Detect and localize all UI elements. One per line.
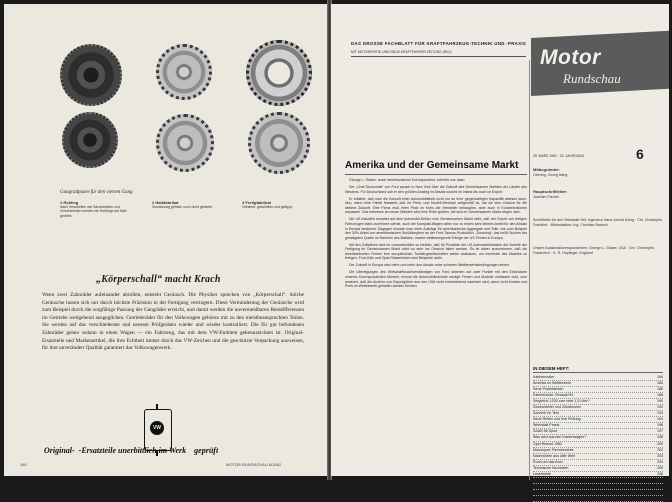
article-title: Amerika und der Gemeinsame Markt bbox=[345, 160, 519, 171]
masthead-title: Motor bbox=[540, 46, 601, 69]
issue-date: 25. MÄRZ 1962 · 33. JAHRGANG bbox=[533, 154, 585, 158]
article-paragraph: Der „Chef-Ökonomist“ von Ford sprach in New York über die Zukunft des Gemeinsamen Marktes der Länder des Westens. Für Deutschland sah er den größten Anstieg im Absatz sowohl im Inland als auch im Export. bbox=[345, 184, 527, 194]
staff-value: Joachim Fischer bbox=[533, 194, 560, 199]
list-item: Nachrichten aus aller Welt 203 bbox=[533, 454, 663, 460]
list-item: Mitteilungen des ADAC 208 bbox=[533, 484, 663, 490]
list-item: Größte Sachaufgaben für die europäischen Partner 212 bbox=[533, 496, 663, 502]
slogan-mid: -Ersatzteile unerbittlich im Werk bbox=[78, 446, 187, 455]
contents-heading: IN DIESEM HEFT: bbox=[533, 366, 663, 373]
caption-3: 3 Fertigfabrikat Gehärtet, geschliffen und geläppt. bbox=[242, 200, 293, 210]
editors-note: Schriftleiter für den Werkstatt-Teil: Ingenieur Hans-Arnold König · Chr. Christophe, Frankfurt · Bildredaktion: Ing. Christian Bartsch bbox=[533, 218, 664, 227]
list-item: Zubehör im Test 193 bbox=[533, 411, 663, 417]
list-item: Was wird aus den Kastenwagen? 198 bbox=[533, 435, 663, 441]
page-number-left: 180 bbox=[20, 462, 27, 467]
list-item: Rund um das Auto 204 bbox=[533, 460, 663, 466]
list-item: Kabinenroller 184 bbox=[533, 375, 663, 381]
badge-hanger bbox=[156, 404, 158, 410]
list-item: Zündverteiler und Zündkerzen 192 bbox=[533, 405, 663, 411]
slogan-right: geprüft bbox=[194, 446, 219, 455]
list-item: Aus der Wirtschaft 210 bbox=[533, 490, 663, 496]
correspondents: Unsere Auslandskorrespondenten: George L. Glaser, USA · Chr. Christophe, Frankreich · K. R. Hopfinger, England bbox=[533, 246, 655, 255]
left-headline: „Körperschall“ macht Krach bbox=[96, 274, 221, 285]
divider bbox=[345, 174, 527, 175]
staff-label: Mitbegründer: bbox=[533, 167, 560, 172]
list-item: Fahrberichte: Renault R4 188 bbox=[533, 393, 663, 399]
masthead-subtitle: Rundschau bbox=[563, 71, 621, 86]
gear-caption: Gangradpaare für den vierten Gang bbox=[60, 190, 133, 195]
list-item: Vergleich: 1200 ccm oder 1,5 Liter? 190 bbox=[533, 399, 663, 405]
left-body-text: Wenn zwei Zahnräder aufeinander abrollen, entsteht Geräusch. Die Physiker sprechen von „Körperschall“. Solche Geräusche lassen sich nur durch höchste Präzision in der Fertigung verringern. Diese Verminderung der Geräusche wird zum Beispiel durch die sorgfältige Passung der Gangräder erreicht, und damit werden die unvermeidbaren Restdifferenzen im Getriebe weitgehend ausgeglichen. Getrieberäder für den Volkswagen gehören mit zu den meistbeanspruchten Teilen. Sie werden auf das verschiedenste und neueste Prüfgeräten wieder und wieder kontrolliert. Die für gut befundenen Zahnräder gehen sodann in einen Wagen — ein Fahrzeug, das mit dem VW-Emblem gekennzeichnet ist. Original-Ersatzteile und Markenartikel, die ihre Echtheit immer durch das VW-Zeichen und die geschützte Verpackung ausweisen, für ihre unverändert Qualität garantiert das Volkswagenwerk. bbox=[42, 292, 304, 352]
list-item: Motorsport: Rennberichte 202 bbox=[533, 448, 663, 454]
staff-label: Hauptschriftleiter: bbox=[533, 189, 568, 194]
gear-semi-bottom bbox=[156, 114, 214, 172]
vw-parts-badge bbox=[144, 409, 172, 451]
list-item: SAAB 96 Sport 197 bbox=[533, 429, 663, 435]
right-page bbox=[331, 4, 669, 500]
publication-line: DAS GROSSE FACHBLATT FÜR KRAFTFAHRZEUG-TECHNIK UND -PRAXIS bbox=[351, 41, 527, 46]
list-item: Werkstatt-Praxis 196 bbox=[533, 423, 663, 429]
article-paragraph: George L. Glaser, unser amerikanischer Korrespondent, schreibt uns dazu: bbox=[349, 178, 466, 182]
slogan bbox=[44, 446, 218, 455]
gear-semi-top bbox=[156, 44, 212, 100]
caption-1: 1 Rohling Nach Vorarbeiten wie Sandstrahlen und Vorschmieden werden die Rohlinge auf Maß gedreht. bbox=[60, 200, 127, 218]
divider bbox=[351, 56, 526, 57]
gear-finished-bottom bbox=[248, 112, 310, 174]
staff-value: Oberlng. Georg Isting bbox=[533, 172, 568, 177]
article-body bbox=[345, 178, 527, 291]
publication-subline: MIT MOTORKRITIK UND NEUE KRAFTFAHRER-ZEITUNG (NKZ) bbox=[351, 50, 452, 54]
list-item: Technische Neuheiten 205 bbox=[533, 466, 663, 472]
article-paragraph: Die Überlegungen des Wirtschaftssachverständigen von Ford stimmen auf zwei Punkte mit den Eindrücken unseres Korrespondenten überein: einmal die Automobilindustrie wenige Firmen und Modelle umfassen wird, zum anderen, daß die Ausfuhr von Exportgütern aus den USA nicht entscheidend wachsen wird, wenn nicht Kosten und Preis im Wettbewerb gehalten werden können. bbox=[345, 270, 527, 289]
column-divider bbox=[529, 60, 530, 480]
staff-block-founder bbox=[533, 168, 667, 177]
article-paragraph: Der Zukunft in Europa wird mehr und mehr den Absatz unter scharfen Wettbewerbsbedingungen sehen. bbox=[349, 263, 511, 268]
gear-blank-top bbox=[60, 44, 122, 106]
list-item: Amerika im Wettbewerb 185 bbox=[533, 381, 663, 387]
list-item: Opel Rekord 1962 200 bbox=[533, 442, 663, 448]
slogan-left: Original- bbox=[44, 446, 75, 455]
article-paragraph: Mit den Zollsätzen wird es voraussichtlich so bleiben, daß für Produkte der US-Automobilindustrie die Vorteile der Fertigung im Gemeinsamen Markt nicht so sehr ins Gewicht fallen werden. Es ist daher anzunehmen, daß die amerikanischen Firmen ihre europäischen Tochtergesellschaften weiter ausbauen, um innerhalb des Marktes zu fertigen. Ford-Köln und Opel-Rüsselsheim sind Beispiele dafür. bbox=[345, 242, 527, 261]
list-item: Bücherschau 207 bbox=[533, 478, 663, 484]
gear-finished-top bbox=[246, 40, 312, 106]
article-paragraph: Er erklärte, daß man die Zukunft einer Automobilfabrik nicht nur an ihrer gegenwärtigen Kapazität ablesen kann. Nun, wenn eine Fabrik feststellt, daß ihr Preis- und Modell-Wechsel zeitgemäß ist, hat sie eine Chance für die weitere Zukunft. Eine Firma muß ihren Platz im Kreis der Hersteller behaupten, aber auch in Konzentrationen anpassen. Das Interesse an neuen Märkten wird eine Rolle spielen, die sich im Gemeinsamen Markt zeigen wird. bbox=[345, 196, 527, 215]
gear-photo bbox=[60, 44, 310, 184]
gear-blank-bottom bbox=[62, 112, 118, 168]
list-item: Leserbriefe 206 bbox=[533, 472, 663, 478]
left-page bbox=[4, 4, 328, 476]
caption-2: 2 Halbfabrikat Verzahnung gefräst, noch nicht gehärtet. bbox=[152, 200, 214, 210]
table-of-contents bbox=[533, 375, 663, 502]
vw-logo-icon: VW bbox=[150, 421, 164, 435]
staff-block-editor bbox=[533, 190, 667, 199]
issue-number: 6 bbox=[636, 146, 644, 162]
list-item: Neue Reifen und ihre Prüfung 194 bbox=[533, 417, 663, 423]
article-paragraph: Die US-Industrie erwartet auf dem Automobil-Sektor vom Gemeinsamen Markt nicht, daß der Export von fertigen Fahrzeugen stark zunehmen werde, auch die Kompakt-Wagen seien nur zu einem sehr kleinen Anteil für den Absatz in Europa bestimmt. Dagegen erwarte man mehr Aufträge für amerikanische Aggregate und Teile, wie zum Beispiel den 30%-Anteil von amerikanischen Stoßdämpfern an der Ford-Taunus-Produktion. „Sourcing“, das heißt Suchen der günstigsten Quelle im Rahmen des Marktes, mache weltbewegende Erfolge der US-Firmen in Europa. bbox=[345, 217, 527, 240]
list-item: Neue Probefahrten 186 bbox=[533, 387, 663, 393]
footer-left: MOTOR-RUNDSCHAU 6/1962 bbox=[226, 462, 282, 467]
